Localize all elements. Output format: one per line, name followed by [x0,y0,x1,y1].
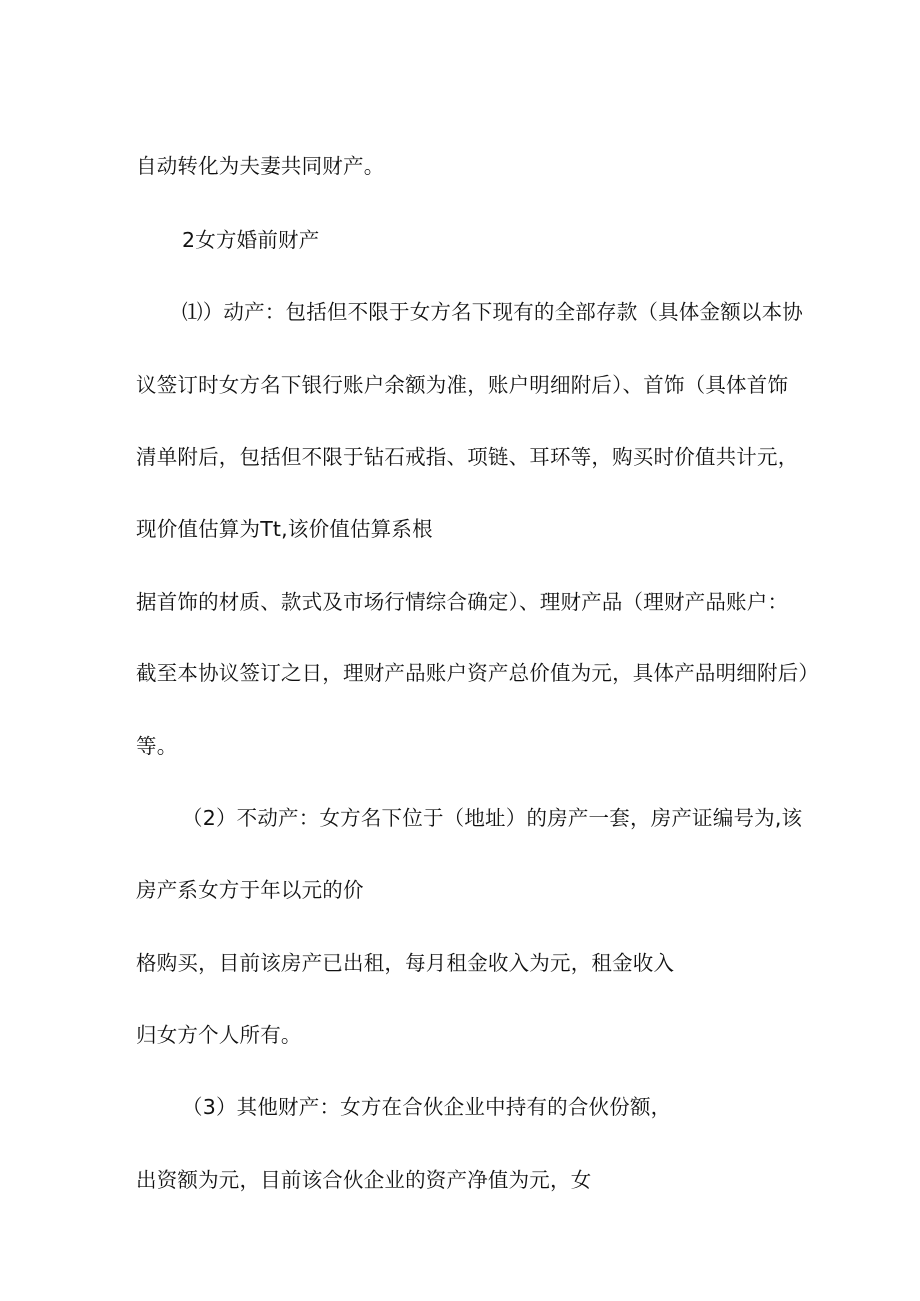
paragraph-line: （2）不动产：女方名下位于（地址）的房产一套，房产证编号为,该 [182,806,803,830]
paragraph-line: 清单附后，包括但不限于钻石戒指、项链、耳环等，购买时价值共计元， [136,445,799,469]
paragraph-line: 归女方个人所有。 [136,1023,302,1047]
paragraph-line: 据首饰的材质、款式及市场行情综合确定）、理财产品（理财产品账户： [136,590,789,614]
paragraph-line: 现价值估算为Tt,该价值估算系根 [136,517,433,541]
paragraph-line: 出资额为元，目前该合伙企业的资产净值为元，女 [136,1168,592,1192]
paragraph-line: ⑴）动产：包括但不限于女方名下现有的全部存款（具体金额以本协 [182,300,803,324]
section-heading: 2女方婚前财产 [182,228,320,252]
paragraph-line: 房产系女方于年以元的价 [136,878,364,902]
paragraph-line: 等。 [136,734,178,758]
paragraph-line: （3）其他财产：女方在合伙企业中持有的合伙份额， [182,1095,672,1119]
paragraph-line: 自动转化为夫妻共同财产。 [136,154,385,178]
paragraph-line: 议签订时女方名下银行账户余额为准，账户明细附后）、首饰（具体首饰 [136,373,789,397]
paragraph-line: 格购买，目前该房产已出租，每月租金收入为元，租金收入 [136,951,675,975]
paragraph-line: 截至本协议签订之日，理财产品账户资产总价值为元，具体产品明细附后） [136,661,820,685]
